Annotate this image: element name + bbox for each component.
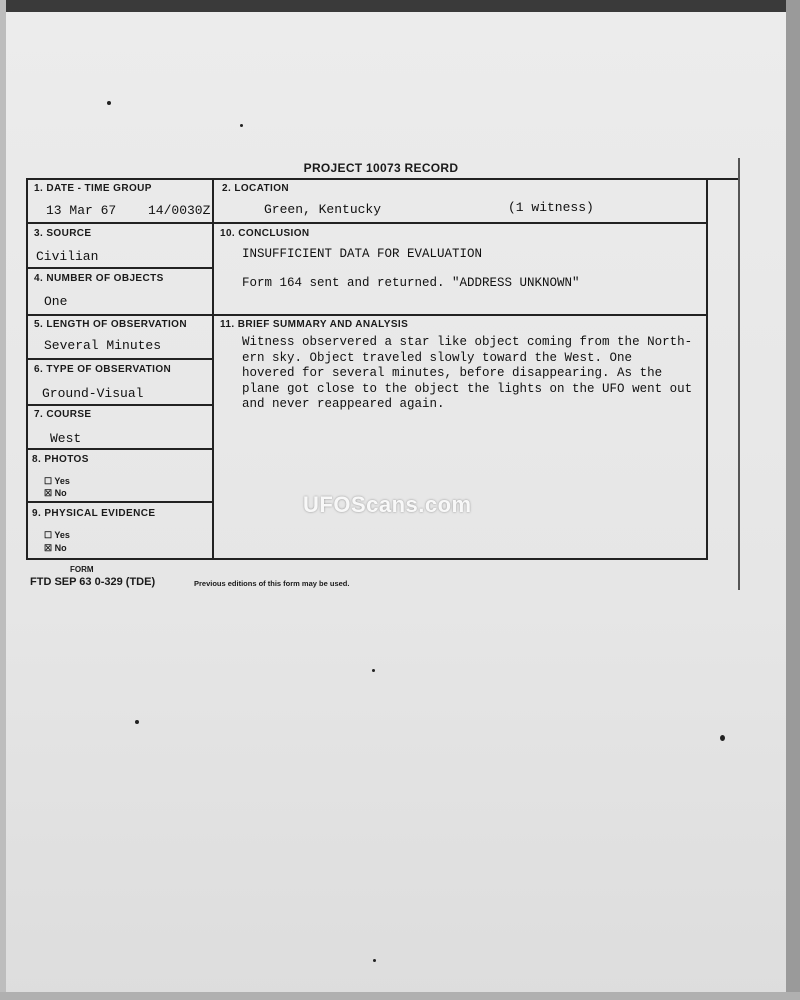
summary-label: 11. BRIEF SUMMARY AND ANALYSIS bbox=[220, 319, 409, 330]
witness-count: (1 witness) bbox=[508, 200, 594, 215]
evidence-yes-label: Yes bbox=[54, 530, 70, 540]
conclusion-label: 10. CONCLUSION bbox=[220, 228, 310, 239]
evidence-no-label: No bbox=[54, 543, 67, 553]
time-value: 14/0030Z bbox=[148, 203, 211, 218]
dust-speck bbox=[135, 720, 139, 724]
watermark: UFOScans.com bbox=[303, 492, 472, 517]
location-value: Green, Kentucky bbox=[264, 202, 382, 217]
photos-yes-label: Yes bbox=[54, 476, 70, 486]
date-time-label: 1. DATE - TIME GROUP bbox=[34, 183, 152, 194]
summary-text bbox=[242, 335, 720, 413]
source-label: 3. SOURCE bbox=[34, 228, 92, 239]
rule bbox=[26, 267, 214, 269]
scan-edge-right bbox=[786, 0, 800, 1000]
scan-edge-top bbox=[0, 0, 800, 12]
rule bbox=[26, 222, 708, 224]
photos-no-option bbox=[44, 488, 67, 499]
checkbox-icon: ☐ bbox=[44, 476, 53, 486]
location-label: 2. LOCATION bbox=[222, 183, 289, 194]
evidence-no-option bbox=[44, 543, 67, 554]
dust-speck bbox=[240, 124, 243, 127]
date-value: 13 Mar 67 bbox=[46, 203, 117, 218]
scan-edge-left bbox=[0, 0, 6, 1000]
dust-speck bbox=[720, 735, 725, 741]
summary-line: hovered for several minutes, before disappearing. As the bbox=[242, 366, 663, 380]
record-form bbox=[24, 158, 740, 590]
dust-speck bbox=[107, 101, 111, 105]
rule bbox=[26, 448, 214, 450]
checkbox-icon: ☐ bbox=[44, 530, 53, 540]
course-label: 7. COURSE bbox=[34, 409, 92, 420]
rule bbox=[26, 358, 214, 360]
rule bbox=[26, 404, 214, 406]
scan-edge-bottom bbox=[0, 992, 800, 1000]
conclusion-value: INSUFFICIENT DATA FOR EVALUATION bbox=[242, 247, 483, 261]
rule bbox=[26, 178, 738, 180]
rule bbox=[212, 178, 214, 560]
physical-evidence-label: 9. PHYSICAL EVIDENCE bbox=[32, 508, 156, 519]
number-of-objects-value: One bbox=[44, 294, 68, 309]
checked-checkbox-icon: ☒ bbox=[44, 543, 53, 553]
length-of-observation-label: 5. LENGTH OF OBSERVATION bbox=[34, 319, 187, 330]
summary-line: ern sky. Object traveled slowly toward the West. One bbox=[242, 350, 633, 365]
dust-speck bbox=[372, 669, 375, 672]
rule bbox=[26, 558, 708, 560]
photos-label: 8. PHOTOS bbox=[32, 454, 89, 465]
footer-form-id: FTD SEP 63 0-329 (TDE) bbox=[30, 576, 156, 588]
length-of-observation-value: Several Minutes bbox=[44, 338, 162, 353]
form-title: PROJECT 10073 RECORD bbox=[303, 161, 459, 175]
dust-speck bbox=[373, 959, 376, 962]
course-value: West bbox=[50, 431, 82, 446]
evidence-yes-option bbox=[44, 530, 70, 541]
number-of-objects-label: 4. NUMBER OF OBJECTS bbox=[34, 273, 164, 284]
photos-yes-option bbox=[44, 476, 70, 487]
summary-line: Witness observered a star like object coming from the North- bbox=[242, 335, 693, 349]
type-of-observation-label: 6. TYPE OF OBSERVATION bbox=[34, 364, 172, 375]
source-value: Civilian bbox=[36, 249, 99, 264]
rule bbox=[26, 314, 708, 316]
checked-checkbox-icon: ☒ bbox=[44, 488, 53, 498]
summary-line: and never reappeared again. bbox=[242, 397, 445, 411]
type-of-observation-value: Ground-Visual bbox=[42, 386, 144, 401]
footer-form-word: FORM bbox=[70, 565, 94, 574]
rule bbox=[26, 178, 28, 560]
rule bbox=[26, 501, 214, 503]
photos-no-label: No bbox=[54, 488, 67, 498]
summary-line: plane got close to the object the lights on the UFO went out bbox=[242, 381, 693, 396]
footer-note: Previous editions of this form may be used. bbox=[194, 579, 350, 588]
conclusion-note: Form 164 sent and returned. "ADDRESS UNKNOWN" bbox=[242, 276, 580, 290]
